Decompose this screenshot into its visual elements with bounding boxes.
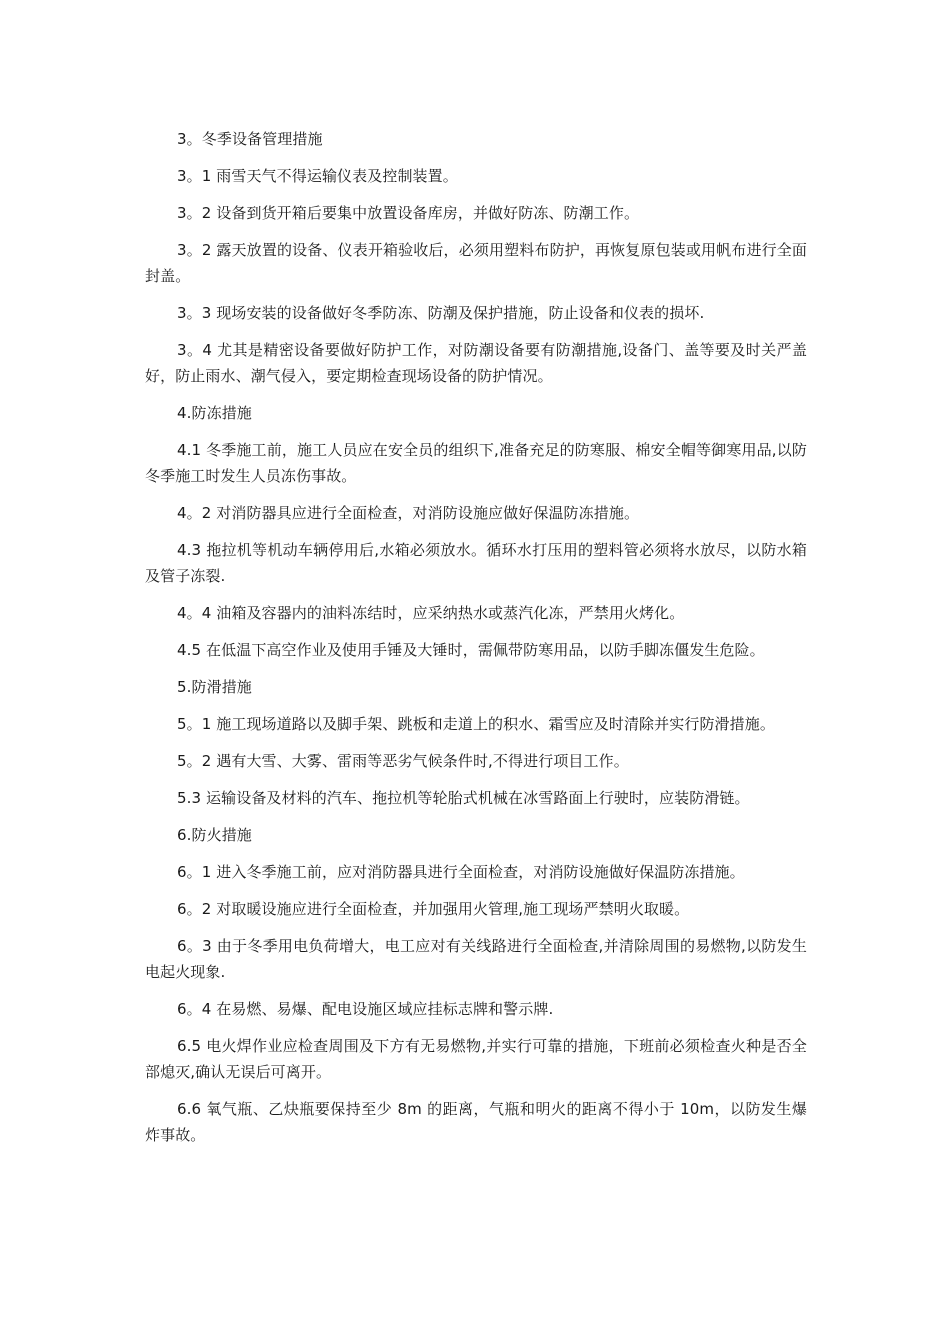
paragraph-6-5: 6.5 电火焊作业应检查周围及下方有无易燃物,并实行可靠的措施，下班前必须检查火种是否全部熄灭,确认无误后可离开。 <box>145 1037 807 1081</box>
section-heading-5: 5.防滑措施 <box>177 678 252 696</box>
paragraph-6-3: 6。3 由于冬季用电负荷增大，电工应对有关线路进行全面检查,并清除周围的易燃物,以防发生电起火现象. <box>145 937 807 981</box>
paragraph-3-3: 3。3 现场安装的设备做好冬季防冻、防潮及保护措施，防止设备和仪表的损坏. <box>177 304 705 322</box>
paragraph-3-2: 3。2 设备到货开箱后要集中放置设备库房，并做好防冻、防潮工作。 <box>177 204 640 222</box>
paragraph-6-4: 6。4 在易燃、易爆、配电设施区域应挂标志牌和警示牌. <box>177 1000 554 1018</box>
paragraph-4-4: 4。4 油箱及容器内的油料冻结时，应采纳热水或蒸汽化冻，严禁用火烤化。 <box>177 604 685 622</box>
paragraph-4-2: 4。2 对消防器具应进行全面检查，对消防设施应做好保温防冻措施。 <box>177 504 640 522</box>
paragraph-3-4: 3。4 尤其是精密设备要做好防护工作，对防潮设备要有防潮措施,设备门、盖等要及时关严盖好，防止雨水、潮气侵入，要定期检查现场设备的防护情况。 <box>145 341 807 385</box>
paragraph-3-1: 3。1 雨雪天气不得运输仪表及控制装置。 <box>177 167 458 185</box>
paragraph-6-2: 6。2 对取暖设施应进行全面检查，并加强用火管理,施工现场严禁明火取暖。 <box>177 900 690 918</box>
paragraph-4-5: 4.5 在低温下高空作业及使用手锤及大锤时，需佩带防寒用品，以防手脚冻僵发生危险。 <box>177 641 765 659</box>
paragraph-6-1: 6。1 进入冬季施工前，应对消防器具进行全面检查，对消防设施做好保温防冻措施。 <box>177 863 745 881</box>
paragraph-4-3: 4.3 拖拉机等机动车辆停用后,水箱必须放水。循环水打压用的塑料管必须将水放尽，以防水箱及管子冻裂. <box>145 541 807 585</box>
paragraph-5-1: 5。1 施工现场道路以及脚手架、跳板和走道上的积水、霜雪应及时清除并实行防滑措施。 <box>177 715 775 733</box>
paragraph-6-6: 6.6 氧气瓶、乙炔瓶要保持至少 8m 的距离，气瓶和明火的距离不得小于 10m，以防发生爆炸事故。 <box>145 1100 807 1144</box>
section-heading-3: 3。冬季设备管理措施 <box>177 130 323 148</box>
paragraph-3-2b: 3。2 露天放置的设备、仪表开箱验收后，必须用塑料布防护，再恢复原包装或用帆布进行全面封盖。 <box>145 241 807 285</box>
section-heading-4: 4.防冻措施 <box>177 404 252 422</box>
section-heading-6: 6.防火措施 <box>177 826 252 844</box>
document-body <box>145 126 807 1159</box>
paragraph-4-1: 4.1 冬季施工前，施工人员应在安全员的组织下,准备充足的防寒服、棉安全帽等御寒用品,以防冬季施工时发生人员冻伤事故。 <box>145 441 807 485</box>
paragraph-5-2: 5。2 遇有大雪、大雾、雷雨等恶劣气候条件时,不得进行项目工作。 <box>177 752 629 770</box>
paragraph-5-3: 5.3 运输设备及材料的汽车、拖拉机等轮胎式机械在冰雪路面上行驶时，应装防滑链。 <box>177 789 750 807</box>
